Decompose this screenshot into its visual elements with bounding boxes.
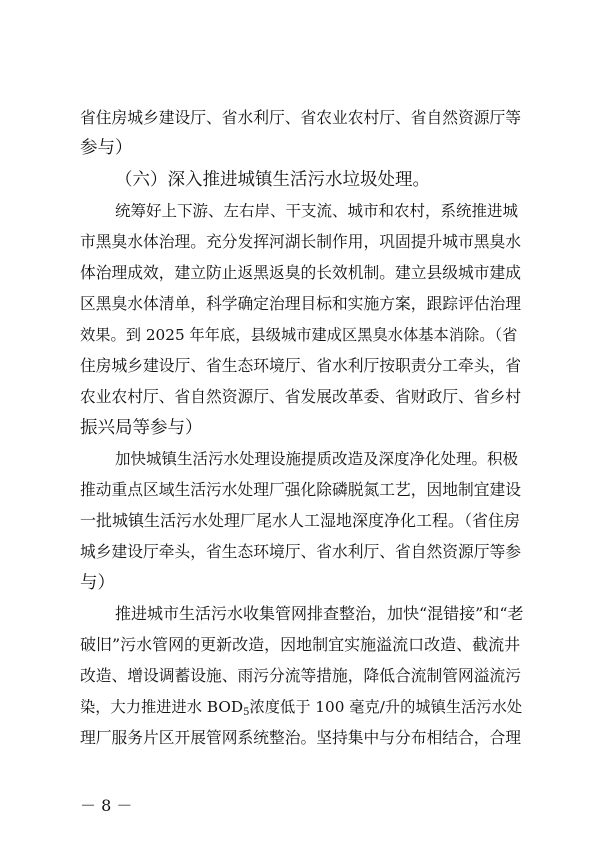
text-line: 振兴局等参与） xyxy=(80,418,203,438)
text-line: 市黑臭水体治理。充分发挥河湖长制作用，巩固提升城市黑臭水 xyxy=(80,232,521,251)
text-line: 推动重点区域生活污水处理厂强化除磷脱氮工艺，因地制宜建设 xyxy=(80,480,521,499)
text-line: 与） xyxy=(80,573,115,593)
text-line: 住房城乡建设厅、省生态环境厅、省水利厅按职责分工牵头，省 xyxy=(80,356,521,375)
text-segment: 染，大力推进进水 BOD xyxy=(80,698,244,716)
section-heading: （六）深入推进城镇生活污水垃圾处理。 xyxy=(115,170,430,190)
text-line: 理厂服务片区开展管网系统整治。坚持集中与分布相结合，合理 xyxy=(80,728,521,747)
text-line: 推进城市生活污水收集管网排查整治，加快“混错接”和“老 xyxy=(115,604,524,623)
text-line: 农业农村厅、省自然资源厅、省发展改革委、省财政厅、省乡村 xyxy=(80,387,521,406)
text-line xyxy=(80,697,522,723)
text-line: 体治理成效，建立防止返黑返臭的长效机制。建立县级城市建成 xyxy=(80,263,521,282)
text-line: 统筹好上下游、左右岸、干支流、城市和农村，系统推进城 xyxy=(115,202,519,220)
text-line: 省住房城乡建设厅、省水利厅、省农业农村厅、省自然资源厅等 xyxy=(80,108,521,127)
text-line: 一批城镇生活污水处理厂尾水人工湿地深度净化工程。（省住房 xyxy=(80,511,521,530)
subscript: 5 xyxy=(243,707,250,718)
text-line: 改造、增设调蓄设施、雨污分流等措施，降低合流制管网溢流污 xyxy=(80,666,521,685)
page-number: － 8 － xyxy=(80,796,133,815)
text-line: 加快城镇生活污水处理设施提质改造及深度净化处理。积极 xyxy=(115,450,519,468)
text-line: 区黑臭水体清单，科学确定治理目标和实施方案，跟踪评估治理 xyxy=(80,294,521,313)
text-line: 参与） xyxy=(80,138,133,158)
text-segment: 浓度低于 100 毫克/升的城镇生活污水处 xyxy=(249,698,523,716)
text-line: 效果。到 2025 年年底，县级城市建成区黑臭水体基本消除。（省 xyxy=(80,326,518,344)
text-line: 城乡建设厅牵头，省生态环境厅、省水利厅、省自然资源厅等参 xyxy=(80,542,521,561)
text-line: 破旧”污水管网的更新改造，因地制宜实施溢流口改造、截流井 xyxy=(80,635,521,654)
